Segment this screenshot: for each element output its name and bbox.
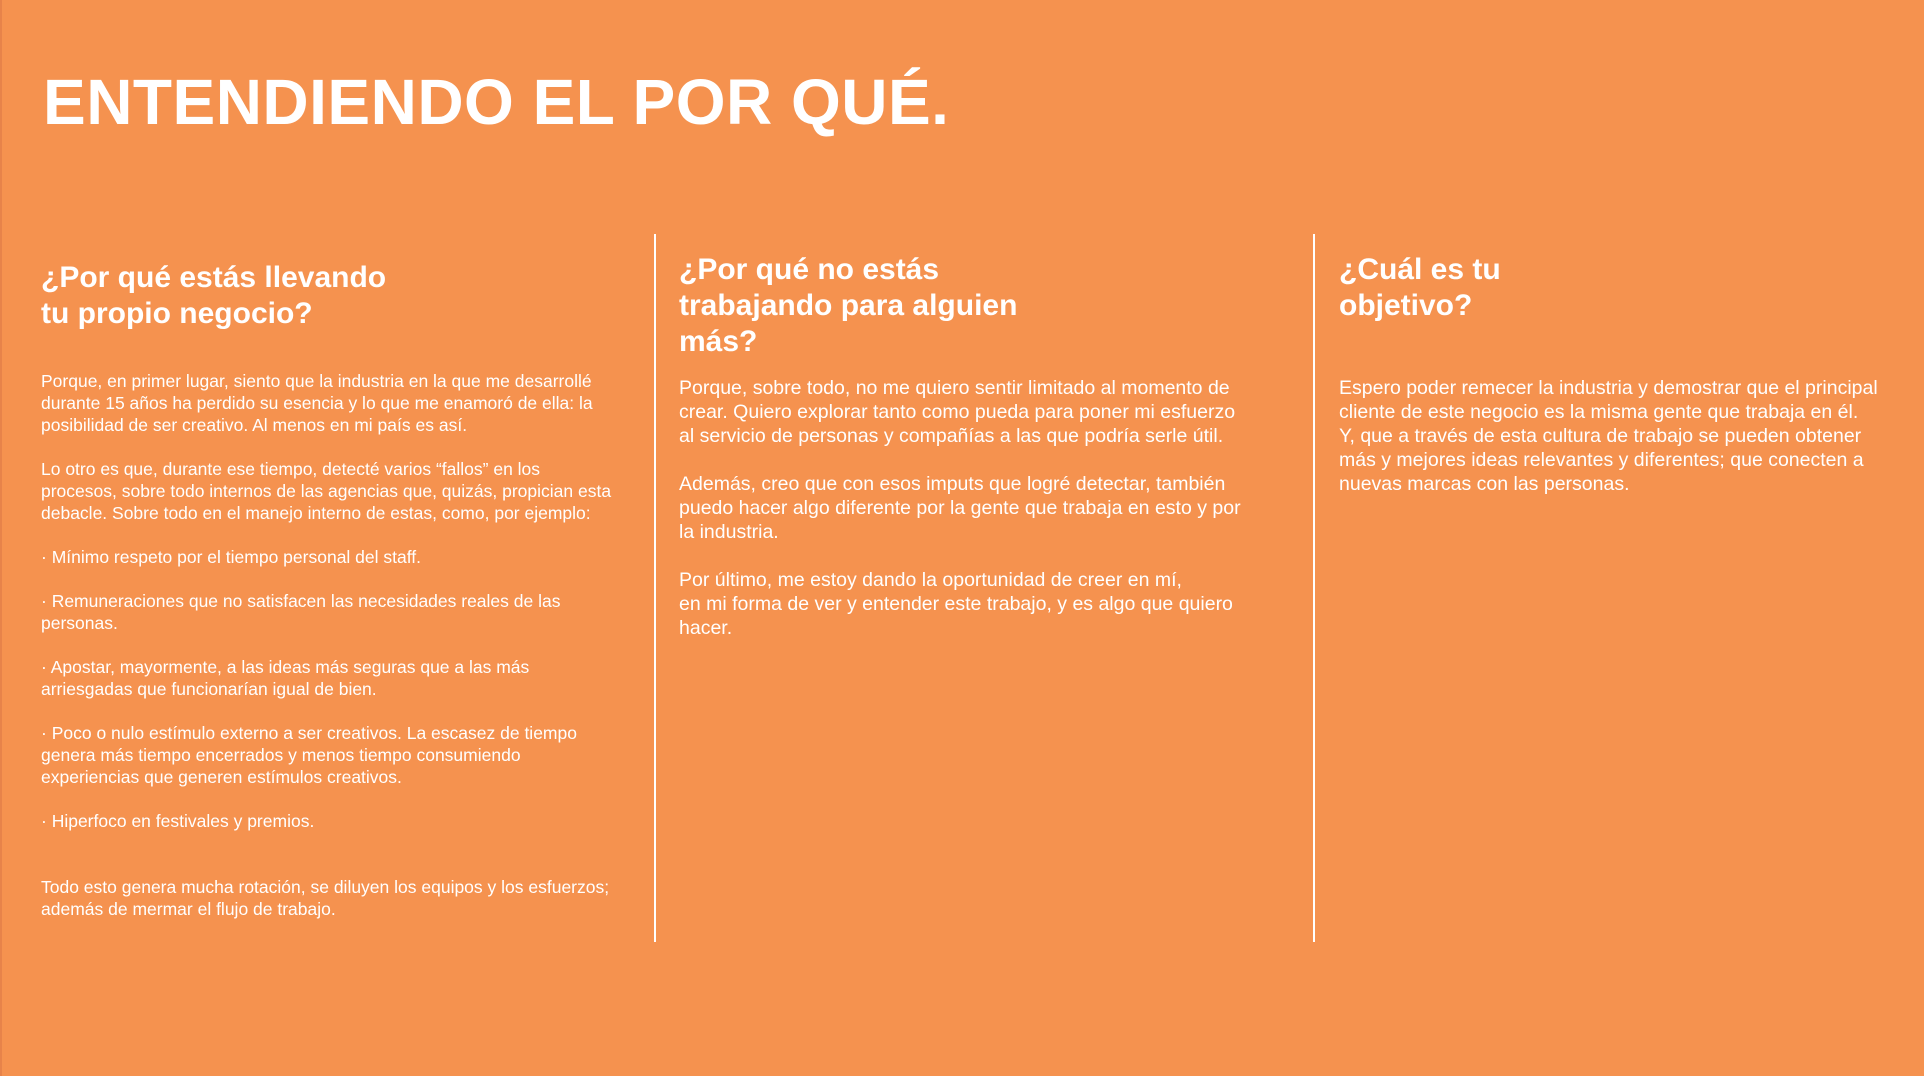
bullet-item: · Mínimo respeto por el tiempo personal del staff. xyxy=(41,547,422,567)
bullet-item: · Remuneraciones que no satisfacen las necesidades reales de las personas. xyxy=(41,591,561,633)
column-divider-1 xyxy=(654,234,656,942)
paragraph: Porque, sobre todo, no me quiero sentir limitado al momento de crear. Quiero explorar tanto como pueda para poner mi esfuerzo al servicio de personas y compañías a las que podría serle útil. xyxy=(679,377,1236,447)
column-heading: ¿Por qué estás llevando tu propio negocio? xyxy=(41,261,387,330)
bullet-item: · Poco o nulo estímulo externo a ser creativos. La escasez de tiempo genera más tiempo encerrados y menos tiempo consumiendo experiencias que generen estímulos creativos. xyxy=(41,723,577,787)
paragraph: Lo otro es que, durante ese tiempo, detecté varios “fallos” en los procesos, sobre todo internos de las agencias que, quizás, propician esta debacle. Sobre todo en el manejo interno de estas, como, por ejemplo: xyxy=(41,459,612,523)
column-divider-2 xyxy=(1313,234,1315,942)
column-objective xyxy=(1339,252,1909,520)
paragraph: Todo esto genera mucha rotación, se diluyen los equipos y los esfuerzos; además de mermar el flujo de trabajo. xyxy=(41,877,610,919)
column-heading: ¿Por qué no estás trabajando para alguien más? xyxy=(679,253,1018,358)
paragraph: Además, creo que con esos imputs que logré detectar, también puedo hacer algo diferente por la gente que trabaja en esto y por la industria. xyxy=(679,473,1241,543)
bullet-item: · Apostar, mayormente, a las ideas más seguras que a las más arriesgadas que funcionarían igual de bien. xyxy=(41,657,530,699)
paragraph: Por último, me estoy dando la oportunidad de creer en mí, en mi forma de ver y entender este trabajo, y es algo que quiero hacer. xyxy=(679,569,1233,639)
slide-title: ENTENDIENDO EL POR QUÉ. xyxy=(43,66,950,138)
column-own-business xyxy=(41,260,641,942)
paragraph: Porque, en primer lugar, siento que la industria en la que me desarrollé durante 15 años ha perdido su esencia y lo que me enamoró de ella: la posibilidad de ser creativo. Al menos en mi país es así. xyxy=(41,371,593,435)
column-not-employee xyxy=(679,252,1279,664)
column-heading: ¿Cuál es tu objetivo? xyxy=(1339,253,1501,322)
bullet-item: · Hiperfoco en festivales y premios. xyxy=(41,811,315,831)
paragraph: Espero poder remecer la industria y demostrar que el principal cliente de este negocio es la misma gente que trabaja en él. Y, que a través de esta cultura de trabajo se pueden obtener más y mejores ideas relevantes y diferentes; que conecten a nuevas marcas con las personas. xyxy=(1339,377,1878,495)
